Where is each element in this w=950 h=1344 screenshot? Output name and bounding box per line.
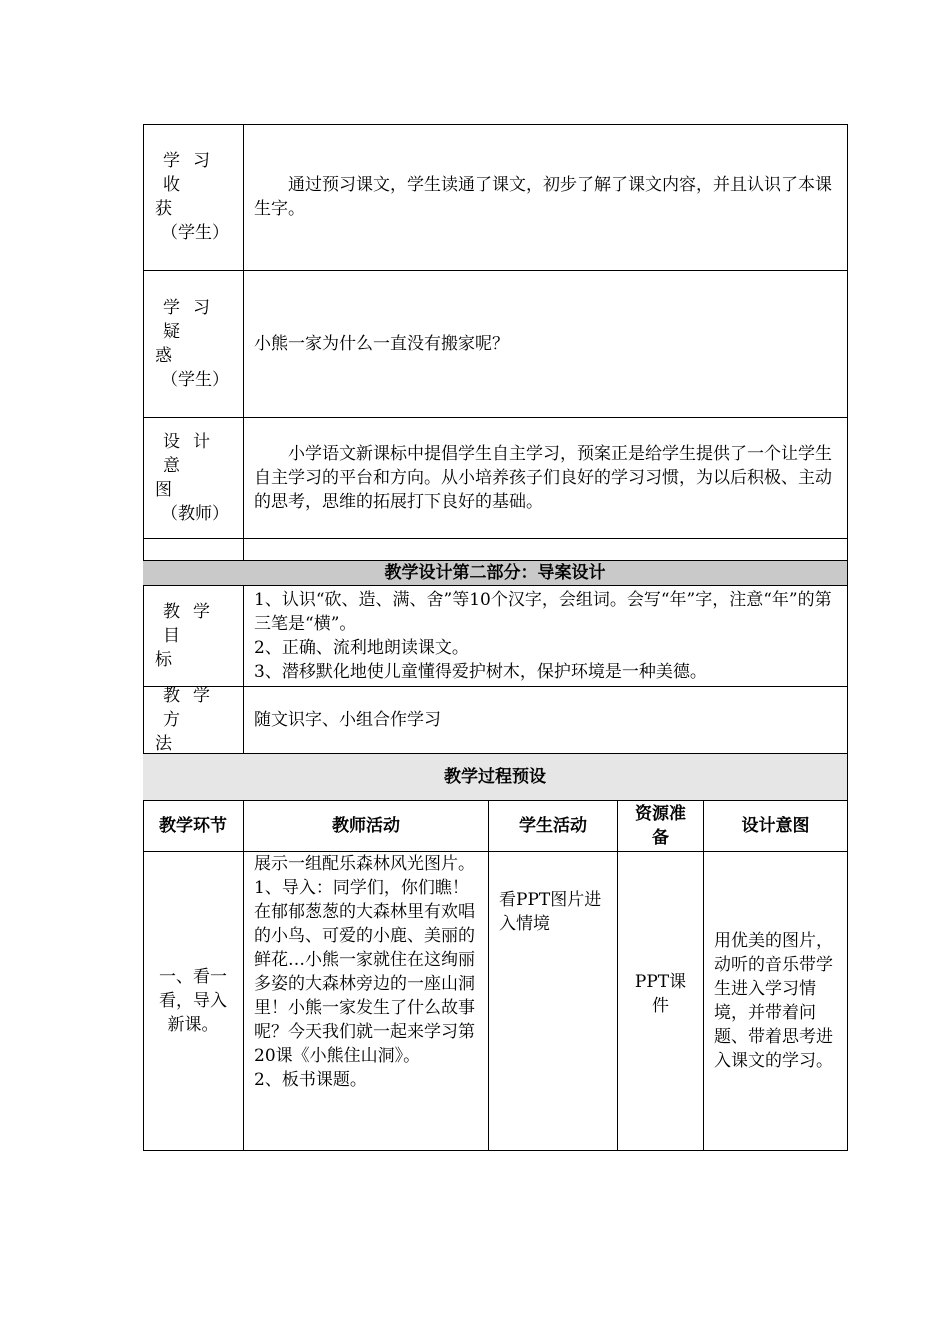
step1-teacher-line3: 2、板书课题。 [254,1070,367,1090]
intent-label [143,418,244,539]
col-header-stage-text: 教学环节 [159,816,227,836]
method-content [244,687,848,754]
step1-student [489,852,618,1151]
col-header-stage [143,801,244,852]
goal-item-2: 2、正确、流利地朗读课文。 [254,638,469,658]
step1-student-text: 看PPT图片进入情境 [499,890,602,934]
doubt-label [143,271,244,418]
method-label [143,687,244,754]
step1-teacher [244,852,489,1151]
step1-teacher-line1: 展示一组配乐森林风光图片。 [254,854,475,874]
intent-label-line1: 设计意 [163,432,223,476]
doubt-content [244,271,848,418]
goals-label-line2: 标 [155,650,172,670]
step1-resource-text: PPT课件 [634,972,687,1016]
empty-row-left [143,539,244,561]
doubt-label-line2: 惑 [155,346,172,366]
col-header-teacher [244,801,489,852]
doubt-label-line3: （学生） [161,370,229,390]
col-header-teacher-text: 教师活动 [332,816,400,836]
col-header-student [489,801,618,852]
intent-label-line3: （教师） [161,504,229,524]
empty-row-right [244,539,848,561]
step1-resource [618,852,704,1151]
harvest-label [143,124,244,271]
part2-header [143,561,848,586]
goals-content [244,586,848,687]
step1-teacher-line2: 1、导入：同学们，你们瞧！在郁郁葱葱的大森林里有欢唱的小鸟、可爱的小鹿、美丽的鲜花…小熊一家就住在这绚丽多姿的大森林旁边的一座山洞里！小熊一家发生了什么故事呢？今天我们就一起来学习第20课《小熊住山洞》。 [254,878,475,1066]
process-header-text: 教学过程预设 [444,767,546,787]
harvest-text: 通过预习课文，学生读通了课文，初步了解了课文内容，并且认识了本课生字。 [254,175,832,219]
step1-intent [704,852,848,1151]
goal-item-1: 1、认识“砍、造、满、舍”等10个汉字，会组词。会写“年”字，注意“年”的第三笔是“横”。 [254,590,832,634]
col-header-resource-text: 资源准备 [635,804,686,848]
harvest-label-line1: 学习收 [163,151,223,195]
harvest-label-line3: （学生） [161,223,229,243]
harvest-label-line2: 获 [155,199,172,219]
intent-label-line2: 图 [155,480,172,500]
doubt-label-line1: 学习疑 [163,298,223,342]
step1-stage [143,852,244,1151]
doubt-text: 小熊一家为什么一直没有搬家呢？ [254,334,509,354]
process-header [143,754,848,801]
goal-item-3: 3、潜移默化地使儿童懂得爱护树木，保护环境是一种美德。 [254,662,707,682]
harvest-content [244,124,848,271]
method-text: 随文识字、小组合作学习 [254,710,441,730]
col-header-student-text: 学生活动 [519,816,587,836]
col-header-intent-text: 设计意图 [741,816,810,836]
col-header-resource [618,801,704,852]
col-header-intent [704,801,848,852]
goals-label [143,586,244,687]
part2-header-text: 教学设计第二部分：导案设计 [384,563,606,583]
method-label-line2: 法 [155,734,172,754]
goals-label-line1: 教学目 [163,602,223,646]
intent-content [244,418,848,539]
step1-intent-text: 用优美的图片，动听的音乐带学生进入学习情境，并带着问题、带着思考进入课文的学习。 [714,931,833,1071]
method-label-line1: 教学方 [163,686,223,730]
step1-stage-text: 一、看一看，导入新课。 [159,967,227,1035]
intent-text: 小学语文新课标中提倡学生自主学习，预案正是给学生提供了一个让学生自主学习的平台和方向。从小培养孩子们良好的学习习惯，为以后积极、主动的思考，思维的拓展打下良好的基础。 [254,444,832,512]
